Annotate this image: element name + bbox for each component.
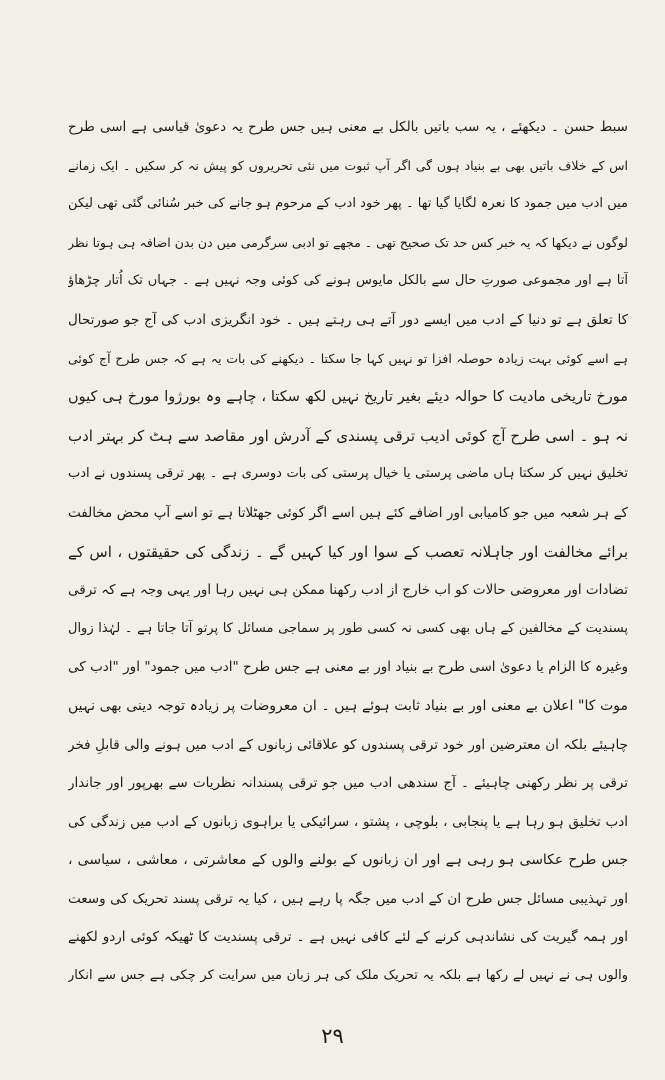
- text-line: پسندیت کے مخالفین کے ہاں بھی کسی نہ کسی طور پر سماجی مسائل کا پرتو آتا جاتا ہے ۔ لہٰذا زوال: [68, 620, 628, 636]
- text-line: ترقی پر نظر رکھنی چاہیئے ۔ آج سندھی ادب میں جو ترقی پسندانہ نظریات سے بھرپور اور جاندار: [68, 775, 628, 792]
- text-line: چاہیئے بلکہ ان معترضین اور خود ترقی پسندوں کو علاقائی زبانوں کے ادب میں ہونے والی قابلِ فخر: [68, 736, 628, 753]
- text-line: والوں ہی نے نہیں لے رکھا ہے بلکہ یہ تحریک ملک کی ہر زبان میں سرایت کر چکی ہے جس سے انکار: [68, 968, 628, 984]
- body-text: [68, 108, 628, 996]
- text-line: ادب تخلیق ہو رہا ہے یا پنجابی ، بلوچی ، پشتو ، سرائیکی یا براہوی زبانوں کے ادب میں زندگی کی: [68, 813, 628, 830]
- page-number: ۲۹: [321, 1024, 344, 1048]
- text-line: لوگوں نے دیکھا کہ یہ خبر کس حد تک صحیح تھی ۔ مجھے تو ادبی سرگرمی میں دن بدن اضافہ ہی ہوتا نظر: [68, 234, 628, 250]
- text-line: مورخ تاریخی مادیت کا حوالہ دیئے بغیر تاریخ نہیں لکھ سکتا ، چاہے وہ بورژوا مورخ ہی کیوں: [68, 389, 628, 406]
- text-line: وغیرہ کا الزام یا دعویٰ اسی طرح بے بنیاد اور بے معنی ہے جس طرح "ادب میں جمود" اور "ادب کی: [68, 659, 628, 676]
- text-line: ہے اسے کوئی بہت زیادہ حوصلہ افزا تو نہیں کہا جا سکتا ۔ دیکھنے کی بات یہ ہے کہ جس طرح آج کوئی: [68, 350, 628, 366]
- text-line: جس طرح عکاسی ہو رہی ہے اور ان زبانوں کے بولنے والوں کے معاشرتی ، معاشی ، سیاسی ،: [68, 852, 628, 869]
- text-line: تضادات اور معروضی حالات کو اب خارج از ادب رکھنا ممکن ہی نہیں رہا اور یہی وجہ ہے کہ ترقی: [68, 582, 628, 599]
- text-line: تخلیق نہیں کر سکتا ہاں ماضی پرستی یا خیال پرستی کی بات دوسری ہے ۔ پھر ترقی پسندوں نے ادب: [68, 466, 628, 482]
- text-line: سبط حسن ۔ دیکھئے ، یہ سب باتیں بالکل بے معنی ہیں جس طرح یہ دعویٰ قیاسی ہے اسی طرح: [68, 119, 628, 135]
- text-line: موت کا" اعلان بے معنی اور بے بنیاد ثابت ہوئے ہیں ۔ ان معروضات پر زیادہ توجہ دینی بھی نہیں: [68, 697, 628, 714]
- text-line: اور تہذیبی مسائل جس طرح ان کے ادب میں جگہ پا رہے ہیں ، کیا یہ ترقی پسند تحریک کی وسعت: [68, 890, 628, 907]
- text-line: کا تعلق ہے تو دنیا کے ادب میں ایسے دور آتے ہی رہتے ہیں ۔ خود انگریزی ادب کی آج جو صورتحال: [68, 311, 628, 328]
- text-line: آتا ہے اور مجموعی صورتِ حال سے بالکل مایوس ہونے کی کوئی وجہ نہیں ہے ۔ جہاں تک اُتار چڑھاؤ: [68, 273, 628, 289]
- text-line: نہ ہو ۔ اسی طرح آج کوئی ادیب ترقی پسندی کے آدرش اور مقاصد سے ہٹ کر بہتر ادب: [68, 426, 628, 445]
- text-line: میں ادب میں جمود کا نعرہ لگایا گیا تھا ۔ پھر خود ادب کے مرحوم ہو جانے کی خبر سُنائی گئی تھی لیکن: [68, 196, 628, 212]
- text-line: اور ہمہ گیریت کی نشاندہی کرنے کے لئے کافی نہیں ہے ۔ ترقی پسندیت کا ٹھیکہ کوئی اردو لکھنے: [68, 929, 628, 946]
- text-line: برائے مخالفت اور جاہلانہ تعصب کے سوا اور کیا کہیں گے ۔ زندگی کی حقیقتوں ، اس کے: [68, 542, 628, 561]
- text-line: اس کے خلاف باتیں بھی بے بنیاد ہوں گی اگر آپ ثبوت میں نئی تحریروں کو پیش نہ کر سکیں ۔ ایک زمانے: [68, 157, 628, 173]
- text-line: کے ہر شعبہ میں جو کامیابی اور اضافے کئے ہیں اسے اگر کوئی جھٹلاتا ہے تو اسے آپ محض مخالفت: [68, 504, 628, 521]
